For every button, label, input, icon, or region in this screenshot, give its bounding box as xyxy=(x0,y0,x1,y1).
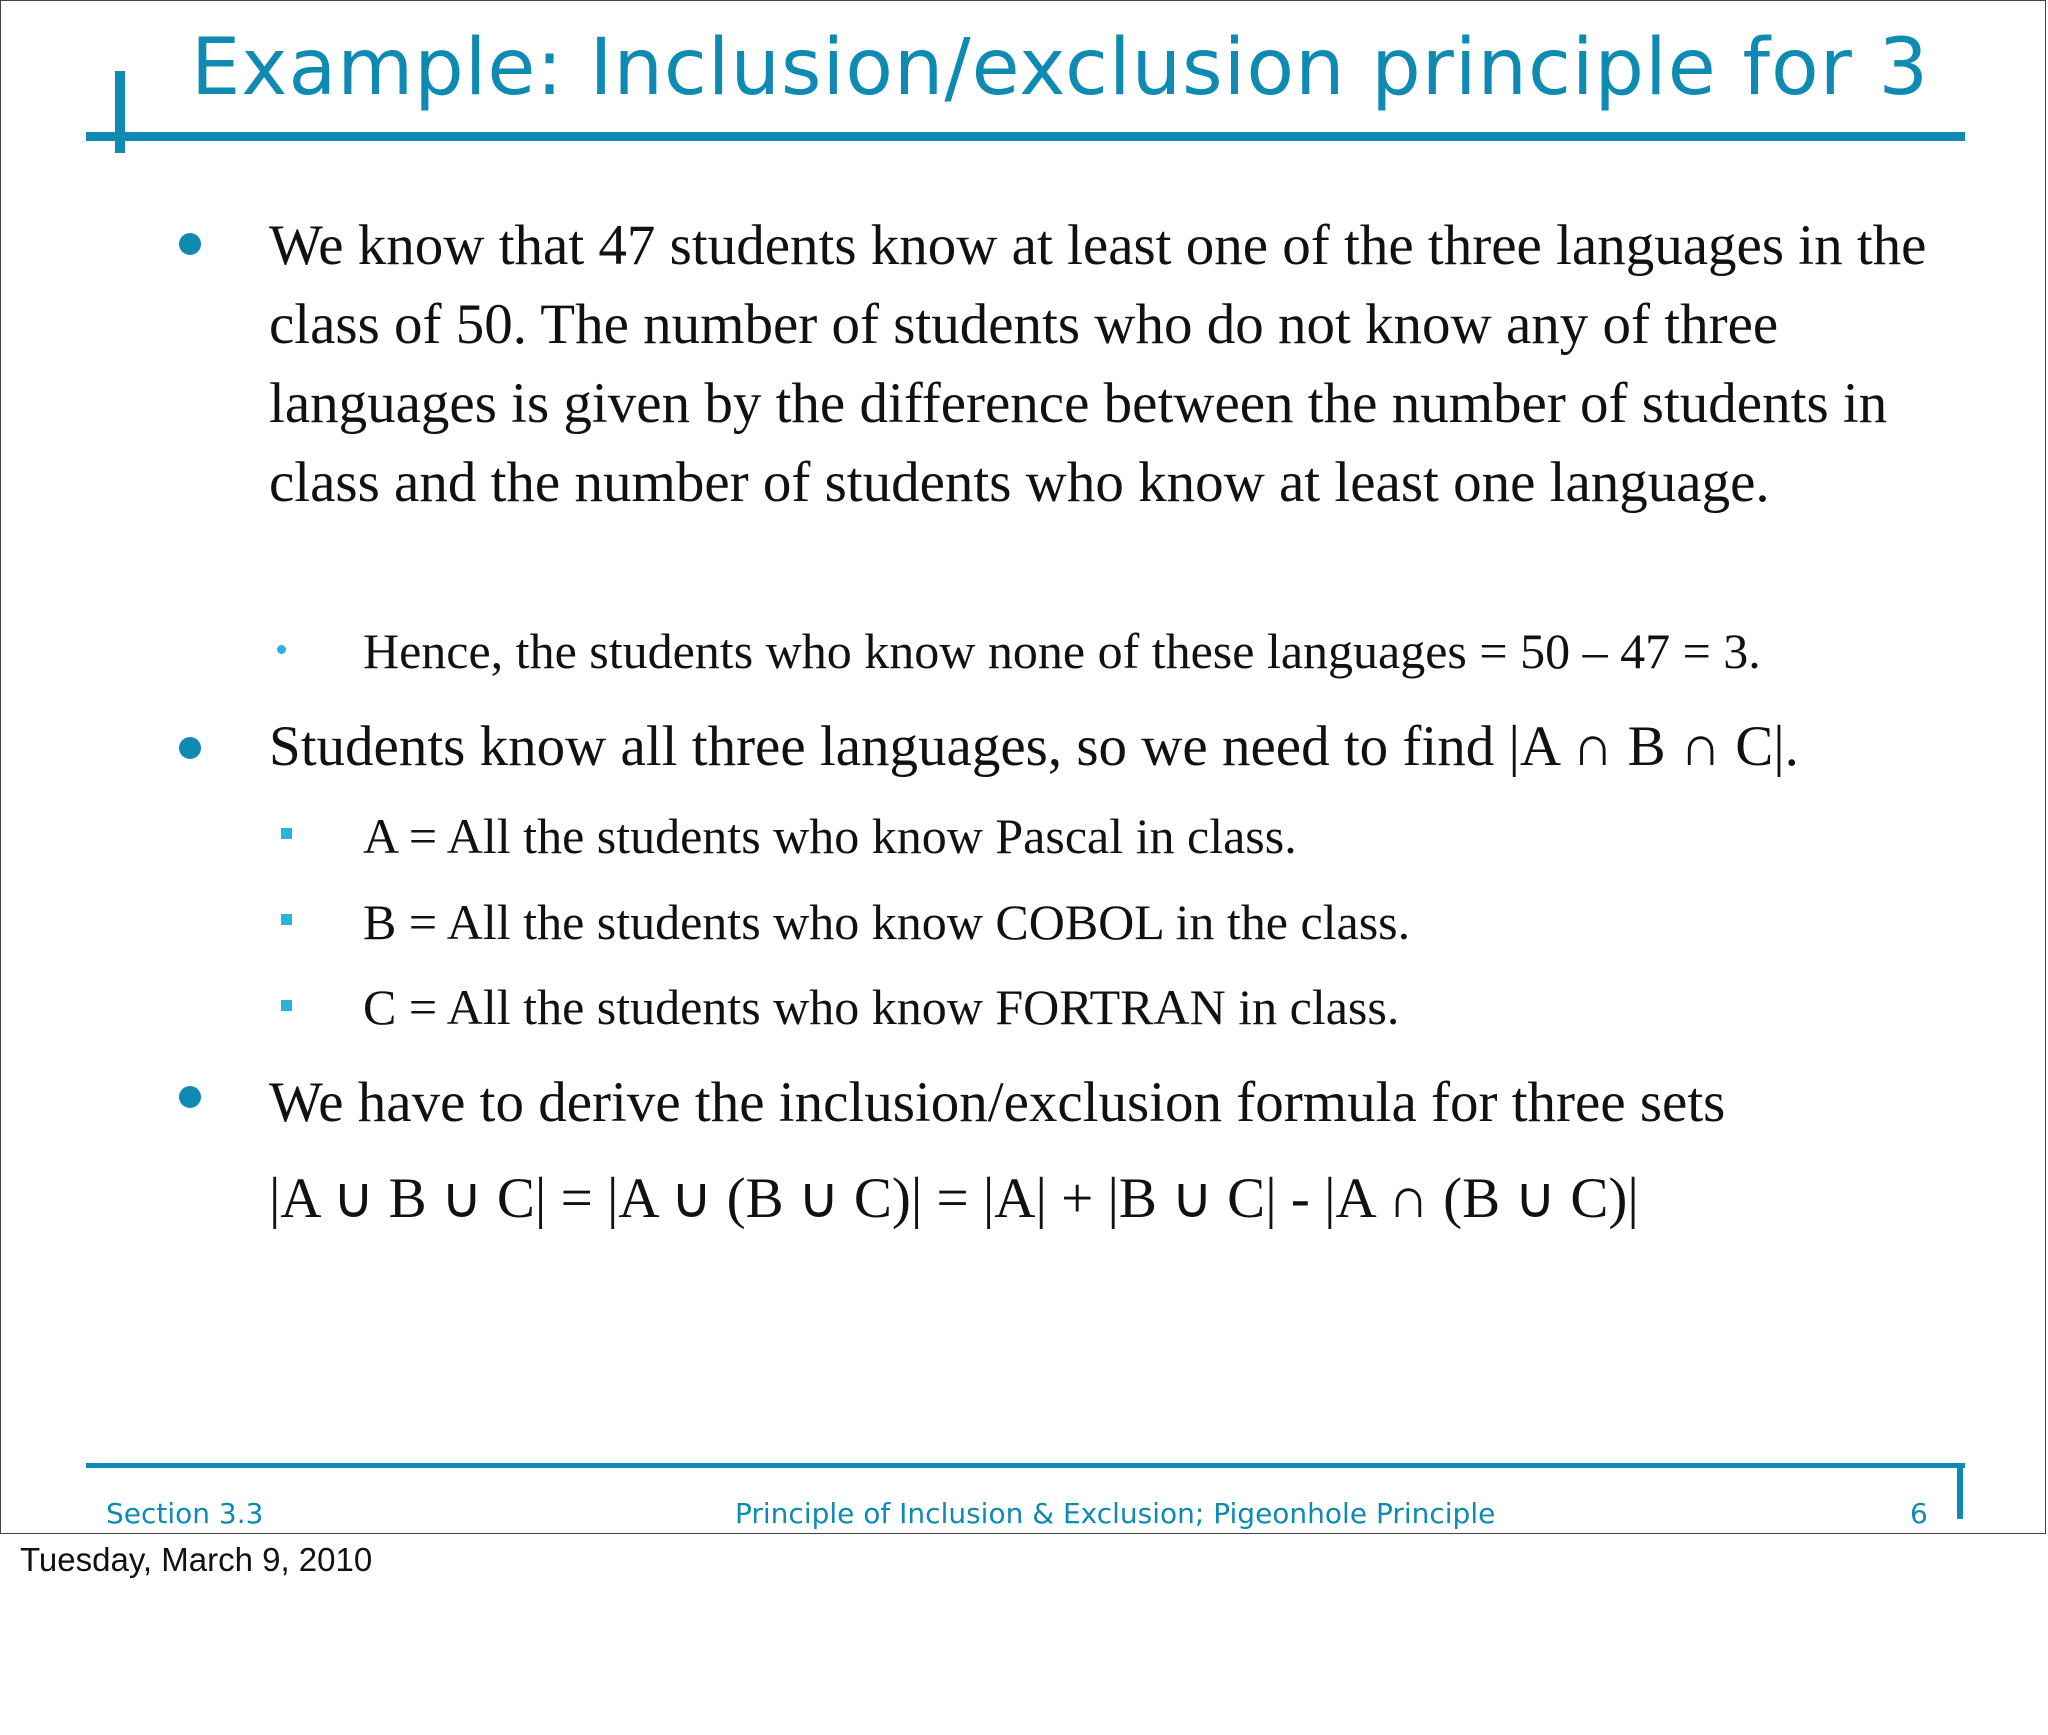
footer-topic: Principle of Inclusion & Exclusion; Pigeonhole Principle xyxy=(735,1497,1496,1530)
sub-bullet-square-icon xyxy=(281,914,292,925)
inclusion-exclusion-formula: |A ∪ B ∪ C| = |A ∪ (B ∪ C)| = |A| + |B ∪ C| - |A ∩ (B ∪ C)| xyxy=(269,1167,1639,1230)
footer-section: Section 3.3 xyxy=(106,1497,264,1530)
sub-bullet-square-icon xyxy=(281,828,292,839)
bullet-dot-icon xyxy=(179,1086,201,1108)
sub-bullet-dot-icon xyxy=(277,645,286,654)
bullet-3-text: We have to derive the inclusion/exclusion formula for three sets xyxy=(269,1071,1726,1134)
bullet-2-sub-1-text: A = All the students who know Pascal in class. xyxy=(363,808,1297,864)
sub-bullet-square-icon xyxy=(281,1000,292,1011)
bullet-2-text: Students know all three languages, so we need to find |A ∩ B ∩ C|. xyxy=(269,715,1799,778)
bullet-dot-icon xyxy=(179,233,201,255)
bullet-1-text: We know that 47 students know at least one of the three languages in the class of 50. The number of students who do not know any of three languages is given by the difference between the number of students in class and the number of students who know at least one language. xyxy=(269,214,1927,514)
bullet-2-sub-2-text: B = All the students who know COBOL in the class. xyxy=(363,894,1411,950)
title-divider xyxy=(86,132,1965,141)
footer-tick-decoration xyxy=(1957,1463,1963,1519)
bullet-dot-icon xyxy=(179,737,201,759)
footer-divider xyxy=(86,1463,1965,1468)
bullet-1-sub-1-text: Hence, the students who know none of these languages = 50 – 47 = 3. xyxy=(363,623,1761,679)
footer-page-number: 6 xyxy=(1910,1497,1928,1530)
slide-title: Example: Inclusion/exclusion principle for 3 xyxy=(191,23,1930,113)
print-date: Tuesday, March 9, 2010 xyxy=(20,1541,373,1578)
bullet-2-sub-3-text: C = All the students who know FORTRAN in class. xyxy=(363,979,1400,1035)
